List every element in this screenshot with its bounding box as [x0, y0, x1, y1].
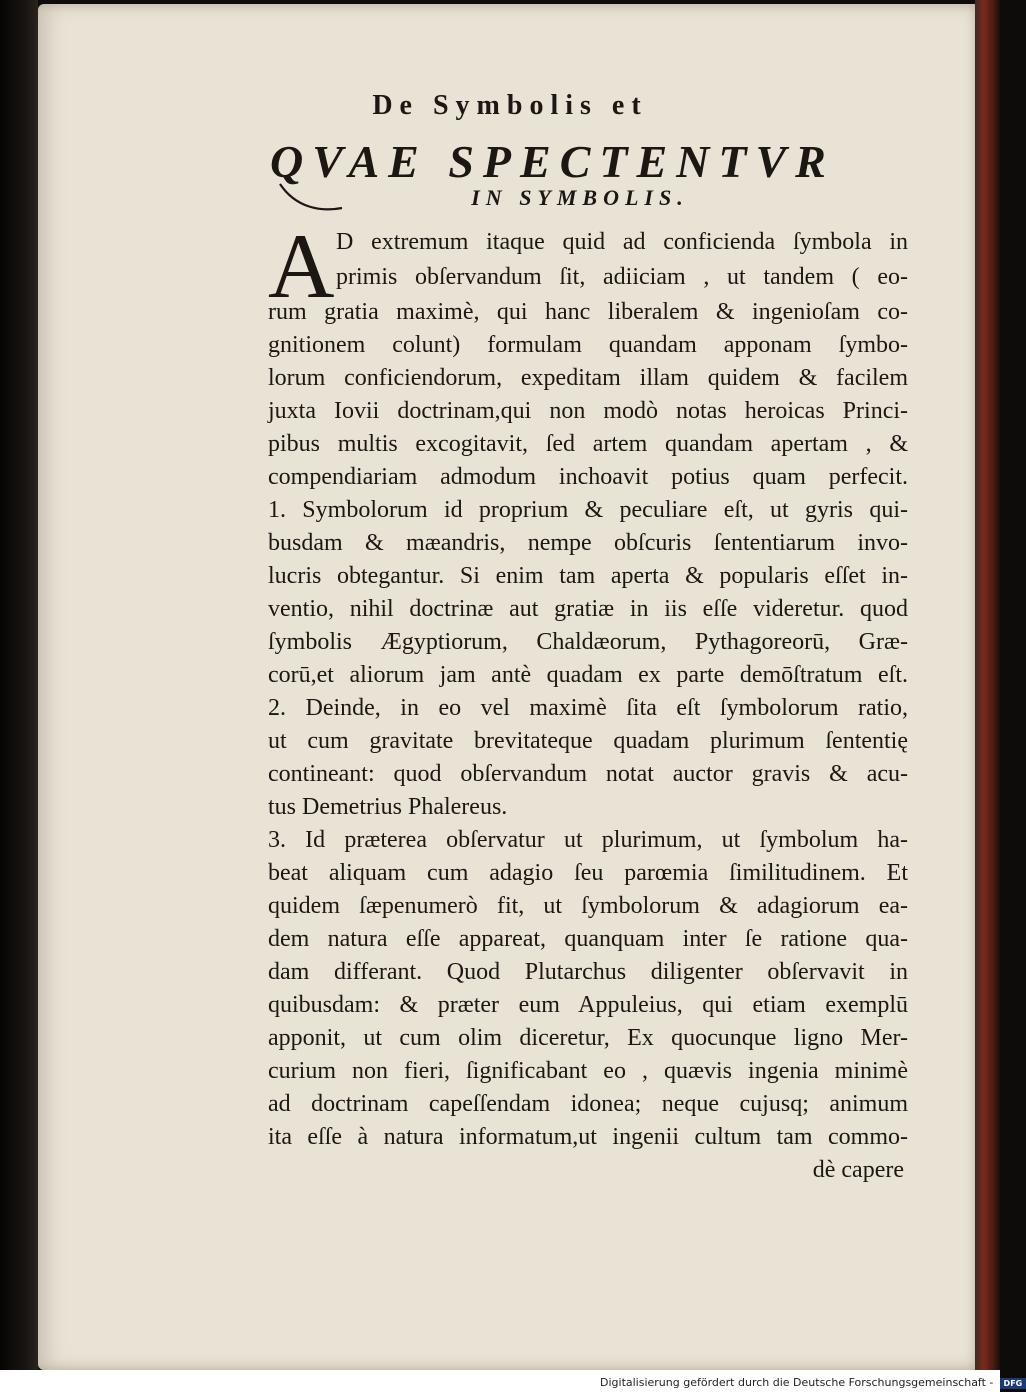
book-edge — [975, 0, 1000, 1372]
text-line: tus Demetrius Phalereus. — [268, 794, 508, 820]
text-line: quibusdam: & præter eum Appuleius, qui etiam exemplū — [268, 992, 908, 1018]
text-line: dem natura eſſe appareat, quanquam inter ſe ratione qua- — [268, 926, 908, 952]
text-line: beat aliquam cum adagio ſeu parœmia ſimilitudinem. Et — [268, 860, 908, 886]
text-line: quidem ſæpenumerò fit, ut ſymbolorum & adagiorum ea- — [268, 893, 908, 919]
text-line: contineant: quod obſervandum notat auctor gravis & acu- — [268, 761, 908, 787]
chapter-title: QVAE SPECTENTVR — [270, 136, 835, 187]
text-line: dam differant. Quod Plutarchus diligenter obſervavit in — [268, 959, 908, 985]
text-line: ſymbolis Ægyptiorum, Chaldæorum, Pythagoreorū, Græ- — [268, 629, 908, 655]
running-head: De Symbolis et — [372, 90, 648, 121]
body-text — [268, 215, 908, 1183]
credit-text: Digitalisierung gefördert durch die Deutsche Forschungsgemeinschaft - — [600, 1376, 994, 1389]
text-line: corū,et aliorum jam antè quadam ex parte demōſtratum eſt. — [268, 662, 908, 688]
text-line: juxta Iovii doctrinam,qui non modò notas heroicas Princi- — [268, 398, 908, 424]
text-line: 3. Id præterea obſervatur ut plurimum, ut ſymbolum ha- — [268, 827, 908, 853]
text-line: ventio, nihil doctrinæ aut gratiæ in iis eſſe videretur. quod — [268, 596, 908, 622]
text-line: pibus multis excogitavit, ſed artem quandam apertam , & — [268, 431, 908, 457]
text-line: compendiariam admodum inchoavit potius quam perfecit. — [268, 464, 908, 490]
text-line: apponit, ut cum olim diceretur, Ex quocunque ligno Mer- — [268, 1025, 908, 1051]
catchword: dè capere — [812, 1157, 904, 1183]
drop-cap: A — [268, 215, 335, 317]
text-line: ad doctrinam capeſſendam idonea; neque cujusq; animum — [268, 1091, 908, 1117]
text-line: primis obſervandum ſit, adiiciam , ut tandem ( eo- — [336, 264, 908, 290]
text-line: rum gratia maximè, qui hanc liberalem & ingenioſam co- — [268, 299, 908, 325]
chapter-subtitle: IN SYMBOLIS. — [471, 185, 689, 210]
text-line: lorum conficiendorum, expeditam illam quidem & facilem — [268, 365, 908, 391]
text-line: curium non fieri, ſignificabant eo , quævis ingenia minimè — [268, 1058, 908, 1084]
text-line: 2. Deinde, in eo vel maximè ſita eſt ſymbolorum ratio, — [268, 695, 908, 721]
text-line: 1. Symbolorum id proprium & peculiare eſt, ut gyris qui- — [268, 497, 908, 523]
text-line: gnitionem colunt) formulam quandam apponam ſymbo- — [268, 332, 908, 358]
text-line: busdam & mæandris, nempe obſcuris ſententiarum invo- — [268, 530, 908, 556]
scan-left-margin — [0, 0, 38, 1392]
digitization-credit — [600, 1375, 1023, 1391]
dfg-logo: DFG — [1000, 1378, 1026, 1389]
text-line: ita eſſe à natura informatum,ut ingenii cultum tam commo- — [268, 1124, 908, 1150]
text-line: lucris obtegantur. Si enim tam aperta & popularis eſſet in- — [268, 563, 908, 589]
text-line: ut cum gravitate brevitateque quadam plurimum ſententię — [268, 728, 908, 754]
text-line: D extremum itaque quid ad conficienda ſymbola in — [336, 229, 908, 255]
